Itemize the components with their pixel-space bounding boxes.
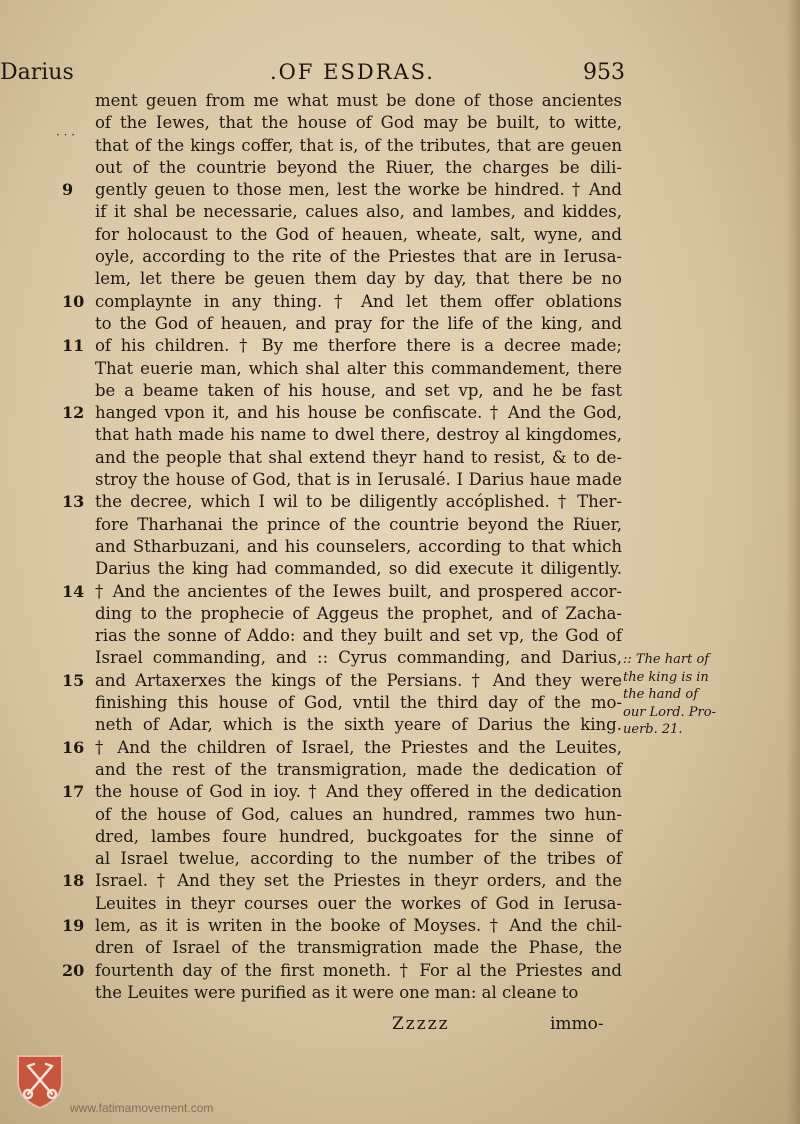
keys-shield-icon <box>14 1052 66 1110</box>
text-line <box>62 848 622 870</box>
running-header <box>0 56 800 90</box>
line-text: Darius the king had commanded, so did execute it diligently. <box>95 559 622 579</box>
text-line <box>62 135 622 157</box>
text-line <box>62 358 622 380</box>
page-edge-shadow <box>786 0 800 1124</box>
text-line <box>62 670 622 692</box>
line-text: of the house of God, calues an hundred, rammes two hun- <box>95 804 622 824</box>
line-text: rias the sonne of Addo: and they built and set vp, the God of <box>95 626 622 646</box>
text-line <box>62 179 622 201</box>
text-line <box>62 737 622 759</box>
line-text: the decree, which I wil to be diligently accóplished. † Ther- <box>95 492 622 512</box>
margin-note-line: our Lord. Pro- <box>623 704 716 720</box>
text-line <box>62 893 622 915</box>
line-text: Israel. † And they set the Priestes in theyr orders, and the <box>95 871 622 891</box>
text-line <box>62 826 622 848</box>
line-text: for holocaust to the God of heauen, wheate, salt, wyne, and <box>95 224 622 244</box>
text-line <box>62 157 622 179</box>
line-text: the house of God in ioy. † And they offered in the dedication <box>95 782 622 802</box>
line-text: lem, let there be geuen them day by day, that there be no <box>95 269 622 289</box>
text-line <box>62 447 622 469</box>
line-text: that hath made his name to dwel there, destroy al kingdomes, <box>95 425 622 445</box>
text-line <box>62 558 622 580</box>
line-text: that of the kings coffer, that is, of the tributes, that are geuen <box>95 135 622 155</box>
line-text: out of the countrie beyond the Riuer, the charges be dili- <box>95 157 622 177</box>
verse-number: 15 <box>62 670 85 690</box>
line-text: fore Tharhanai the prince of the countrie beyond the Riuer, <box>95 514 622 534</box>
verse-number: 11 <box>62 336 85 356</box>
text-line <box>62 335 622 357</box>
verse-number: 9 <box>62 180 74 200</box>
text-line <box>62 469 622 491</box>
verse-number: 20 <box>62 960 85 980</box>
verse-number: 16 <box>62 737 85 757</box>
text-line <box>62 692 622 714</box>
header-title: .OF ESDRAS. <box>270 60 435 84</box>
line-text: gently geuen to those men, lest the worke be hindred. † And <box>95 180 622 200</box>
text-line <box>62 960 622 982</box>
verse-number: 14 <box>62 581 85 601</box>
line-text: That euerie man, which shal alter this commandement, there <box>95 358 622 378</box>
line-text: to the God of heauen, and pray for the life of the king, and <box>95 313 622 333</box>
footer-url: www.fatimamovement.com <box>70 1101 214 1115</box>
line-text: the Leuites were purified as it were one man: al cleane to <box>95 982 579 1002</box>
line-text: and the rest of the transmigration, made the dedication of <box>95 759 622 779</box>
text-line <box>62 625 622 647</box>
signature-mark: Zzzzz <box>392 1014 450 1034</box>
line-text: oyle, according to the rite of the Priestes that are in Ierusa- <box>95 247 622 267</box>
catchword: immo- <box>550 1014 604 1034</box>
margin-note-line: uerb. 21. <box>623 722 683 737</box>
margin-note <box>623 651 743 739</box>
text-line <box>62 937 622 959</box>
line-text: ding to the prophecie of Aggeus the prophet, and of Zacha- <box>95 603 622 623</box>
text-line <box>62 380 622 402</box>
text-line <box>62 424 622 446</box>
line-text: be a beame taken of his house, and set vp, and he be fast <box>95 380 622 400</box>
line-text: finishing this house of God, vntil the third day of the mo- <box>95 693 622 713</box>
text-line <box>62 714 622 736</box>
line-text: and Artaxerxes the kings of the Persians. † And they were <box>95 670 622 690</box>
line-text: of his children. † By me therfore there is a decree made; <box>95 336 622 356</box>
line-text: Israel commanding, and :: Cyrus commanding, and Darius, <box>95 648 622 668</box>
header-left-word: Darius <box>0 60 74 85</box>
body-text <box>62 90 622 1004</box>
line-text: ment geuen from me what must be done of those ancientes <box>95 91 622 110</box>
text-line <box>62 915 622 937</box>
verse-number: 17 <box>62 782 85 802</box>
text-line <box>62 246 622 268</box>
margin-note-line: :: The hart of <box>623 652 710 667</box>
text-line <box>62 759 622 781</box>
verse-number: 12 <box>62 403 85 423</box>
text-line <box>62 581 622 603</box>
line-text: if it shal be necessarie, calues also, and lambes, and kiddes, <box>95 202 622 222</box>
verse-number: 19 <box>62 915 85 935</box>
line-text: Leuites in theyr courses ouer the workes of God in Ierusa- <box>95 893 622 913</box>
line-text: and the people that shal extend theyr hand to resist, & to de- <box>95 447 622 467</box>
line-text: dred, lambes foure hundred, buckgoates for the sinne of <box>95 826 622 846</box>
line-text: hanged vpon it, and his house be confiscate. † And the God, <box>95 403 622 423</box>
margin-note-line: the king is in <box>623 669 709 685</box>
text-line <box>62 90 622 112</box>
text-line <box>62 224 622 246</box>
line-text: neth of Adar, which is the sixth yeare of Darius the king. <box>95 715 622 735</box>
line-text: lem, as it is writen in the booke of Moyses. † And the chil- <box>95 915 622 935</box>
text-line <box>62 870 622 892</box>
text-line <box>62 514 622 536</box>
page-number: 953 <box>583 60 625 85</box>
text-line <box>62 313 622 335</box>
line-text: complaynte in any thing. † And let them offer oblations <box>95 291 622 311</box>
line-text: † And the ancientes of the Iewes built, and prospered accor- <box>95 581 622 601</box>
line-text: and Stharbuzani, and his counselers, according to that which <box>95 536 622 556</box>
margin-dots: · · · <box>56 128 76 142</box>
verse-number: 13 <box>62 492 85 512</box>
line-text: of the Iewes, that the house of God may be built, to witte, <box>95 113 622 133</box>
verse-number: 10 <box>62 291 85 311</box>
text-line <box>62 647 622 669</box>
line-text: al Israel twelue, according to the number of the tribes of <box>95 849 622 869</box>
text-line <box>62 982 622 1004</box>
line-text: fourtenth day of the first moneth. † For al the Priestes and <box>95 960 622 980</box>
text-line <box>62 112 622 134</box>
margin-note-line: the hand of <box>623 687 699 702</box>
catchline <box>0 1014 800 1038</box>
text-line <box>62 402 622 424</box>
text-line <box>62 291 622 313</box>
text-line <box>62 491 622 513</box>
text-line <box>62 268 622 290</box>
line-text: stroy the house of God, that is in Ierusalé. I Darius haue made <box>95 470 622 490</box>
text-line <box>62 804 622 826</box>
text-line <box>62 536 622 558</box>
text-line <box>62 603 622 625</box>
verse-number: 18 <box>62 871 85 891</box>
line-text: dren of Israel of the transmigration made the Phase, the <box>95 938 622 958</box>
line-text: † And the children of Israel, the Priestes and the Leuites, <box>95 737 622 757</box>
text-line <box>62 201 622 223</box>
text-line <box>62 781 622 803</box>
